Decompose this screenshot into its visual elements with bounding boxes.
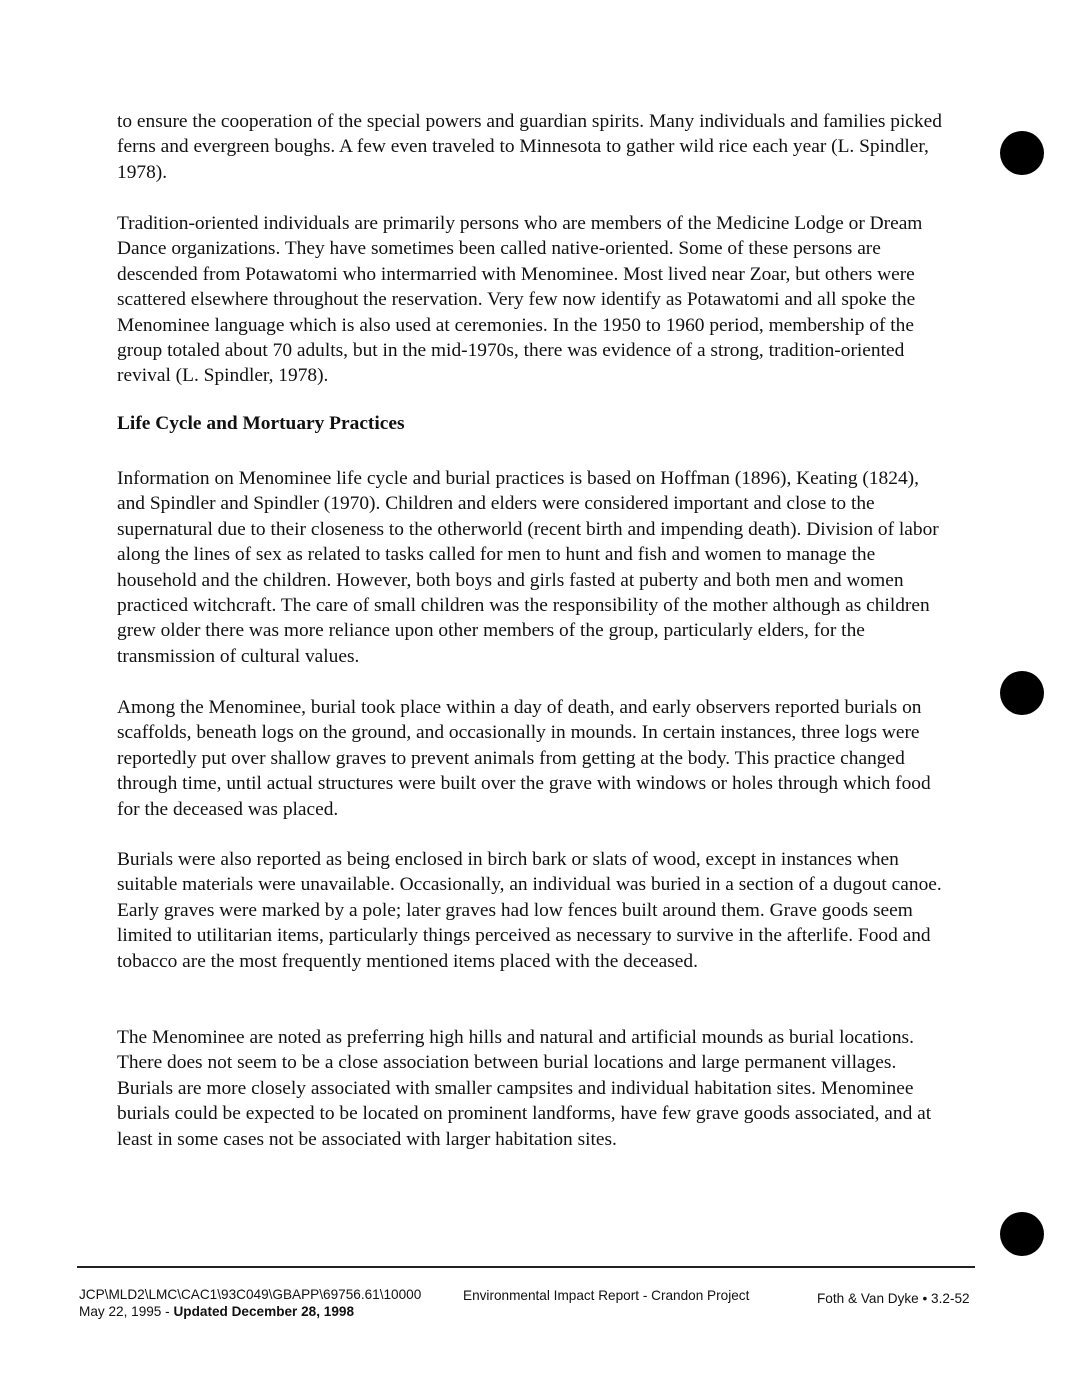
footer-firm-page-number: Foth & Van Dyke • 3.2-52 — [817, 1291, 970, 1306]
footer-report-title: Environmental Impact Report - Crandon Project — [463, 1288, 750, 1303]
footer-date-original: May 22, 1995 - — [79, 1304, 174, 1319]
paragraph-tradition-oriented: Tradition-oriented individuals are primarily persons who are members of the Medicine Lodge or Dream Dance organizations. They have sometimes been called native-oriented. Some of these persons are descended from Potawatomi who intermarried with Menominee. Most lived near Zoar, but others were scattered elsewhere throughout the reservation. Very few now identify as Potawatomi and all spoke the Menominee language which is also used at ceremonies. In the 1950 to 1960 period, membership of the group totaled about 70 adults, but in the mid-1970s, there was evidence of a strong, tradition-oriented revival (L. Spindler, 1978). — [117, 213, 923, 387]
paragraph-burial-locations: The Menominee are noted as preferring high hills and natural and artificial mounds as burial locations. There does not seem to be a close association between burial locations and large permanent villages. Burials are more closely associated with smaller campsites and individual habitation sites. Menominee burials could be expected to be located on prominent landforms, have few grave goods associated, and at least in some cases not be associated with larger habitation sites. — [117, 1027, 932, 1150]
paragraph-burial-enclosures: Burials were also reported as being enclosed in birch bark or slats of wood, except in instances when suitable materials were unavailable. Occasionally, an individual was buried in a section of a dugout canoe. Early graves were marked by a pole; later graves had low fences built around them. Grave goods seem limited to utilitarian items, particularly things perceived as necessary to survive in the afterlife. Food and tobacco are the most frequently mentioned items placed with the deceased. — [117, 849, 942, 972]
paragraph-burial-timing: Among the Menominee, burial took place within a day of death, and early observers reported burials on scaffolds, beneath logs on the ground, and occasionally in mounds. In certain instances, three logs were reportedly put over shallow graves to prevent animals from getting at the body. This practice changed through time, until actual structures were built over the grave with windows or holes through which food for the deceased was placed. — [117, 697, 931, 820]
footer-file-path: JCP\MLD2\LMC\CAC1\93C049\GBAPP\69756.61\10000 — [79, 1287, 422, 1302]
footer-date — [79, 1303, 354, 1320]
paragraph-life-cycle: Information on Menominee life cycle and burial practices is based on Hoffman (1896), Keating (1824), and Spindler and Spindler (1970). Children and elders were considered important and close to the supernatural due to their closeness to the otherworld (recent birth and impending death). Division of labor along the lines of sex as related to tasks called for men to hunt and fish and women to manage the household and the children. However, both boys and girls fasted at puberty and both men and women practiced witchcraft. The care of small children was the responsibility of the mother although as children grew older there was more reliance upon other members of the group, particularly elders, for the transmission of cultural values. — [117, 468, 939, 667]
footer-date-updated: Updated December 28, 1998 — [173, 1304, 355, 1319]
binder-punch-hole-top — [1000, 131, 1044, 175]
section-heading-life-cycle: Life Cycle and Mortuary Practices — [117, 413, 405, 434]
binder-punch-hole-middle — [1000, 671, 1044, 715]
paragraph-spiritual-practices: to ensure the cooperation of the special powers and guardian spirits. Many individuals and families picked ferns and evergreen boughs. A few even traveled to Minnesota to gather wild rice each year (L. Spindler, 1978). — [117, 111, 942, 183]
binder-punch-hole-bottom — [1000, 1212, 1044, 1256]
footer-divider — [77, 1266, 975, 1268]
